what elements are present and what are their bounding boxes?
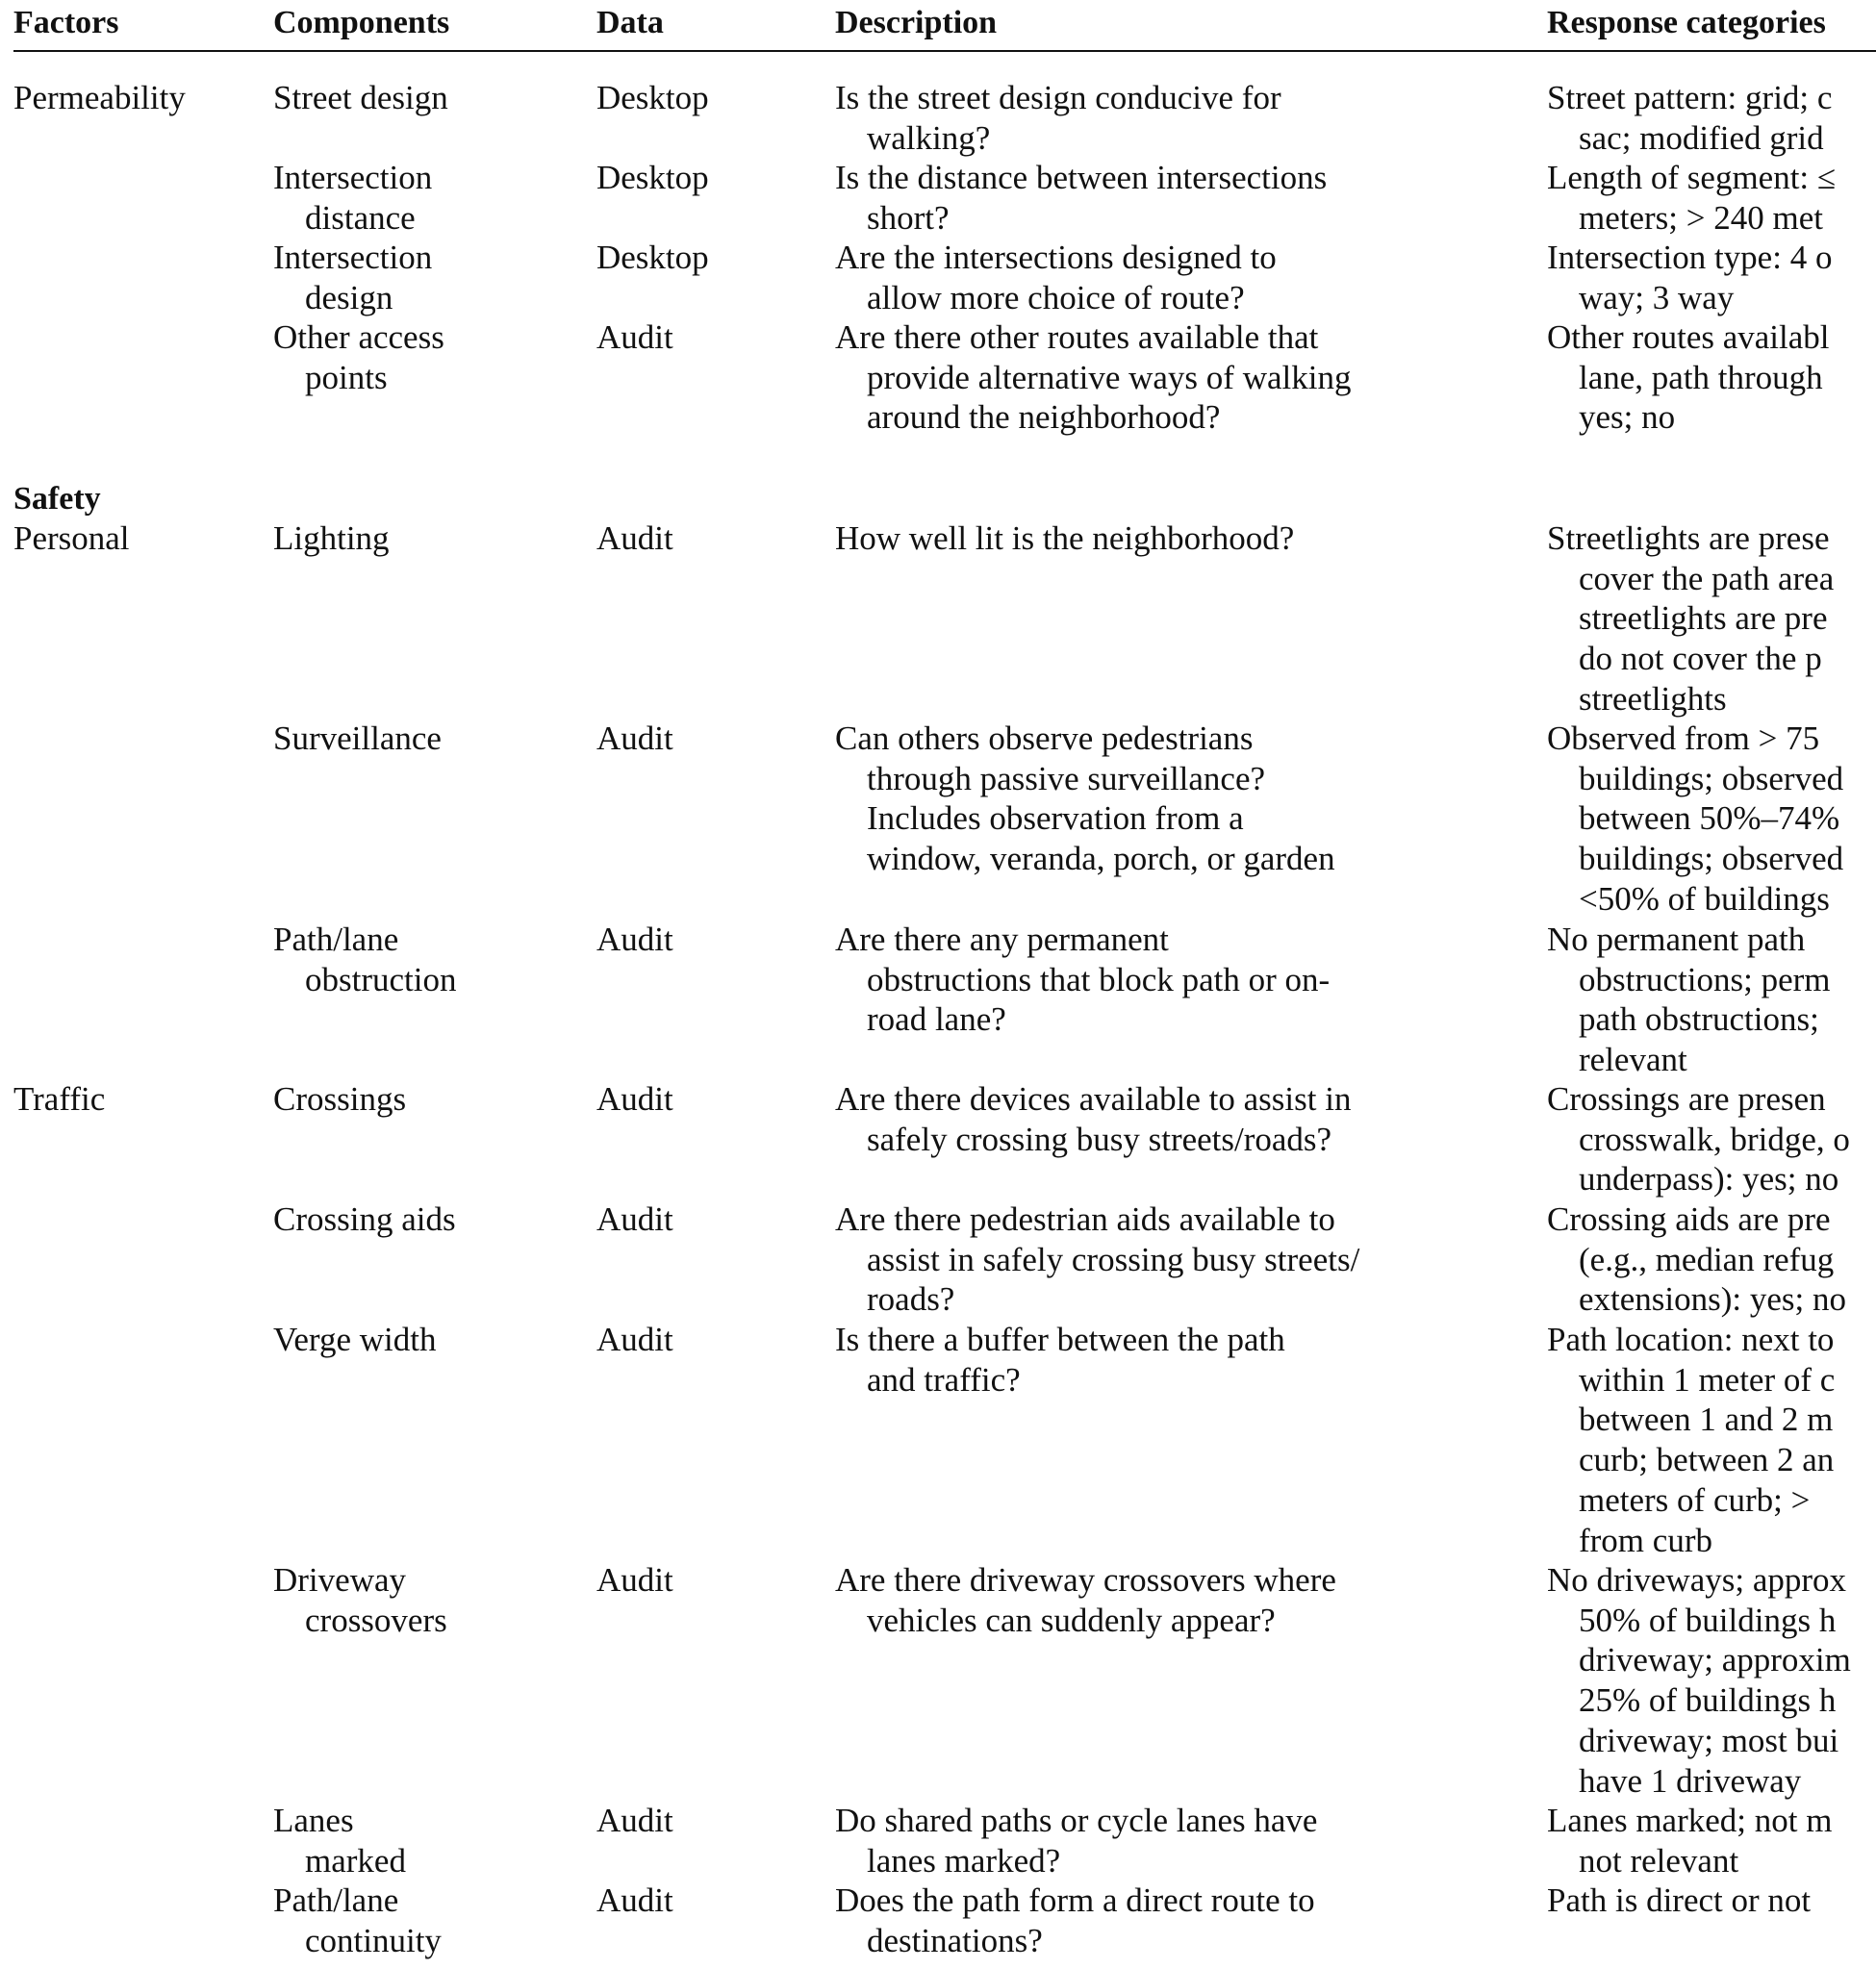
response-cell	[1547, 1560, 1851, 1801]
factor-cell	[13, 78, 186, 118]
section-label-safety: Safety	[13, 481, 101, 517]
response-cell-line: underpass): yes; no	[1579, 1160, 1839, 1199]
response-cell-line: <50% of buildings	[1579, 879, 1830, 918]
data-cell: Audit	[596, 719, 673, 757]
description-cell-line: Is the street design conducive for	[835, 79, 1281, 116]
description-cell	[835, 78, 1281, 158]
response-cell-line: between 50%–74%	[1579, 799, 1840, 838]
component-cell	[273, 238, 432, 317]
response-cell-line: Lanes marked; not m	[1547, 1802, 1833, 1839]
description-cell-line: Includes observation from a	[867, 799, 1244, 838]
response-cell-line: streetlights are pre	[1579, 599, 1828, 638]
description-cell	[835, 317, 1351, 438]
description-cell-line: walking?	[867, 118, 991, 157]
component-cell	[273, 1320, 436, 1360]
response-cell-line: Streetlights are prese	[1547, 519, 1830, 557]
description-cell-line: vehicles can suddenly appear?	[867, 1601, 1276, 1639]
component-cell-line: crossovers	[305, 1601, 447, 1639]
description-cell-line: short?	[867, 198, 950, 237]
component-cell	[273, 518, 390, 559]
component-cell-line: Verge width	[273, 1321, 437, 1358]
component-cell-line: Crossing aids	[273, 1200, 456, 1238]
component-cell-line: Driveway	[273, 1561, 407, 1599]
header-rule	[13, 50, 1876, 52]
description-cell	[835, 1560, 1336, 1640]
description-cell-line: through passive surveillance?	[867, 759, 1266, 797]
response-cell-line: Intersection type: 4 o	[1547, 239, 1833, 276]
response-cell-line: meters; > 240 met	[1579, 198, 1823, 237]
description-cell-line: window, veranda, porch, or garden	[867, 840, 1335, 878]
factor-cell	[13, 1079, 105, 1120]
response-cell-line: No driveways; approx	[1547, 1561, 1847, 1599]
response-cell-line: cover the path area	[1579, 559, 1835, 597]
data-cell: Desktop	[596, 159, 709, 196]
description-cell	[835, 158, 1327, 238]
response-cell-line: way; 3 way	[1579, 278, 1735, 316]
response-cell-line: buildings; observed	[1579, 759, 1844, 797]
description-cell	[835, 1199, 1359, 1320]
header-response-categories: Response categories	[1547, 5, 1826, 40]
response-cell-line: sac; modified grid	[1579, 118, 1824, 157]
response-cell	[1547, 1320, 1835, 1560]
description-cell-line: around the neighborhood?	[867, 398, 1221, 437]
component-cell-line: Path/lane	[273, 921, 399, 958]
component-cell	[273, 317, 444, 397]
data-cell: Desktop	[596, 239, 709, 276]
component-cell-line: distance	[305, 198, 416, 237]
response-cell-line: extensions): yes; no	[1579, 1280, 1847, 1319]
response-cell-line: buildings; observed	[1579, 840, 1844, 878]
data-cell: Audit	[596, 1802, 673, 1839]
description-cell-line: Are there other routes available that	[835, 318, 1319, 356]
response-cell	[1547, 317, 1830, 438]
description-cell-line: Are there any permanent	[835, 921, 1169, 958]
data-cell: Desktop	[596, 79, 709, 116]
description-cell	[835, 518, 1294, 559]
response-cell-line: yes; no	[1579, 398, 1676, 437]
description-cell-line: Can others observe pedestrians	[835, 719, 1254, 757]
component-cell	[273, 1801, 406, 1881]
description-cell-line: Are there pedestrian aids available to	[835, 1200, 1335, 1238]
description-cell-line: Is there a buffer between the path	[835, 1321, 1285, 1358]
response-cell-line: curb; between 2 an	[1579, 1441, 1835, 1479]
data-cell: Audit	[596, 921, 673, 958]
description-cell-line: allow more choice of route?	[867, 278, 1245, 316]
description-cell-line: safely crossing busy streets/roads?	[867, 1120, 1332, 1158]
component-cell-line: Intersection	[273, 239, 433, 276]
description-cell-line: road lane?	[867, 1000, 1006, 1039]
component-cell	[273, 1560, 447, 1640]
data-cell: Audit	[596, 1881, 673, 1919]
response-cell-line: Length of segment: ≤	[1547, 159, 1837, 196]
description-cell	[835, 1801, 1317, 1881]
response-cell	[1547, 719, 1843, 920]
description-cell-line: obstructions that block path or on-	[867, 960, 1331, 998]
response-cell-line: from curb	[1579, 1521, 1712, 1559]
response-cell-line: crosswalk, bridge, o	[1579, 1120, 1850, 1158]
response-cell-line: 50% of buildings h	[1579, 1601, 1837, 1639]
description-cell-line: Do shared paths or cycle lanes have	[835, 1802, 1318, 1839]
response-cell	[1547, 158, 1836, 238]
header-components: Components	[273, 5, 450, 40]
response-cell-line: driveway; most bui	[1579, 1721, 1839, 1759]
component-cell-line: Intersection	[273, 159, 433, 196]
response-cell-line: not relevant	[1579, 1841, 1739, 1880]
response-cell-line: streetlights	[1579, 679, 1727, 718]
factor-cell-line: Personal	[13, 519, 130, 557]
response-cell-line: driveway; approxim	[1579, 1641, 1851, 1679]
response-cell-line: (e.g., median refug	[1579, 1240, 1835, 1278]
description-cell-line: Is the distance between intersections	[835, 159, 1328, 196]
description-cell-line: assist in safely crossing busy streets/	[867, 1240, 1360, 1278]
response-cell-line: 25% of buildings h	[1579, 1681, 1837, 1720]
response-cell	[1547, 78, 1832, 158]
component-cell-line: points	[305, 358, 388, 396]
component-cell-line: continuity	[305, 1921, 442, 1959]
response-cell-line: between 1 and 2 m	[1579, 1401, 1834, 1439]
description-cell	[835, 719, 1335, 879]
component-cell-line: Path/lane	[273, 1881, 399, 1919]
description-cell-line: Does the path form a direct route to	[835, 1881, 1315, 1919]
response-cell-line: Crossings are presen	[1547, 1080, 1826, 1118]
factor-cell	[13, 518, 130, 559]
data-cell: Audit	[596, 318, 673, 356]
description-cell	[835, 920, 1330, 1040]
data-cell: Audit	[596, 1321, 673, 1358]
component-cell	[273, 78, 448, 118]
description-cell	[835, 1881, 1315, 1960]
response-cell	[1547, 1881, 1811, 1921]
response-cell-line: lane, path through	[1579, 358, 1823, 396]
response-cell	[1547, 238, 1832, 317]
factor-cell-line: Permeability	[13, 79, 186, 116]
component-cell-line: Crossings	[273, 1080, 407, 1118]
component-cell	[273, 920, 456, 999]
component-cell-line: Other access	[273, 318, 444, 356]
description-cell-line: roads?	[867, 1280, 955, 1319]
component-cell-line: Lighting	[273, 519, 390, 557]
response-cell	[1547, 1801, 1832, 1881]
response-cell-line: path obstructions;	[1579, 1000, 1819, 1039]
response-cell-line: relevant	[1579, 1041, 1687, 1079]
response-cell-line: within 1 meter of c	[1579, 1360, 1836, 1399]
component-cell-line: design	[305, 278, 393, 316]
description-cell-line: Are there driveway crossovers where	[835, 1561, 1336, 1599]
description-cell-line: and traffic?	[867, 1360, 1021, 1399]
description-cell-line: Are the intersections designed to	[835, 239, 1277, 276]
data-cell: Audit	[596, 1080, 673, 1118]
response-cell	[1547, 920, 1831, 1080]
component-cell-line: Surveillance	[273, 719, 442, 757]
header-description: Description	[835, 5, 998, 40]
component-cell	[273, 1079, 406, 1120]
component-cell-line: marked	[305, 1841, 406, 1880]
response-cell-line: meters of curb; >	[1579, 1480, 1811, 1519]
data-cell: Audit	[596, 519, 673, 557]
component-cell	[273, 1881, 442, 1960]
response-cell-line: No permanent path	[1547, 921, 1806, 958]
response-cell	[1547, 1079, 1850, 1199]
response-cell-line: Street pattern: grid; c	[1547, 79, 1833, 116]
description-cell-line: provide alternative ways of walking	[867, 358, 1352, 396]
response-cell-line: Path is direct or not	[1547, 1881, 1812, 1919]
response-cell-line: Observed from > 75	[1547, 719, 1820, 757]
component-cell-line: Lanes	[273, 1802, 354, 1839]
response-cell-line: Crossing aids are pre	[1547, 1200, 1831, 1238]
response-cell	[1547, 518, 1834, 719]
response-cell-line: obstructions; perm	[1579, 960, 1831, 998]
data-cell: Audit	[596, 1200, 673, 1238]
description-cell	[835, 1320, 1285, 1400]
description-cell	[835, 238, 1277, 317]
factor-cell-line: Traffic	[13, 1080, 106, 1118]
component-cell	[273, 719, 442, 759]
response-cell-line: have 1 driveway	[1579, 1761, 1802, 1800]
response-cell-line: Path location: next to	[1547, 1321, 1835, 1358]
response-cell	[1547, 1199, 1846, 1320]
component-cell-line: Street design	[273, 79, 448, 116]
description-cell-line: Are there devices available to assist in	[835, 1080, 1352, 1118]
response-cell-line: do not cover the p	[1579, 640, 1822, 678]
component-cell	[273, 158, 432, 238]
description-cell-line: lanes marked?	[867, 1841, 1061, 1880]
data-cell: Audit	[596, 1561, 673, 1599]
header-factors: Factors	[13, 5, 119, 40]
description-cell-line: destinations?	[867, 1921, 1043, 1959]
response-cell-line: Other routes availabl	[1547, 318, 1830, 356]
component-cell	[273, 1199, 456, 1240]
description-cell-line: How well lit is the neighborhood?	[835, 519, 1295, 557]
component-cell-line: obstruction	[305, 960, 457, 998]
header-data: Data	[596, 5, 664, 40]
description-cell	[835, 1079, 1351, 1159]
